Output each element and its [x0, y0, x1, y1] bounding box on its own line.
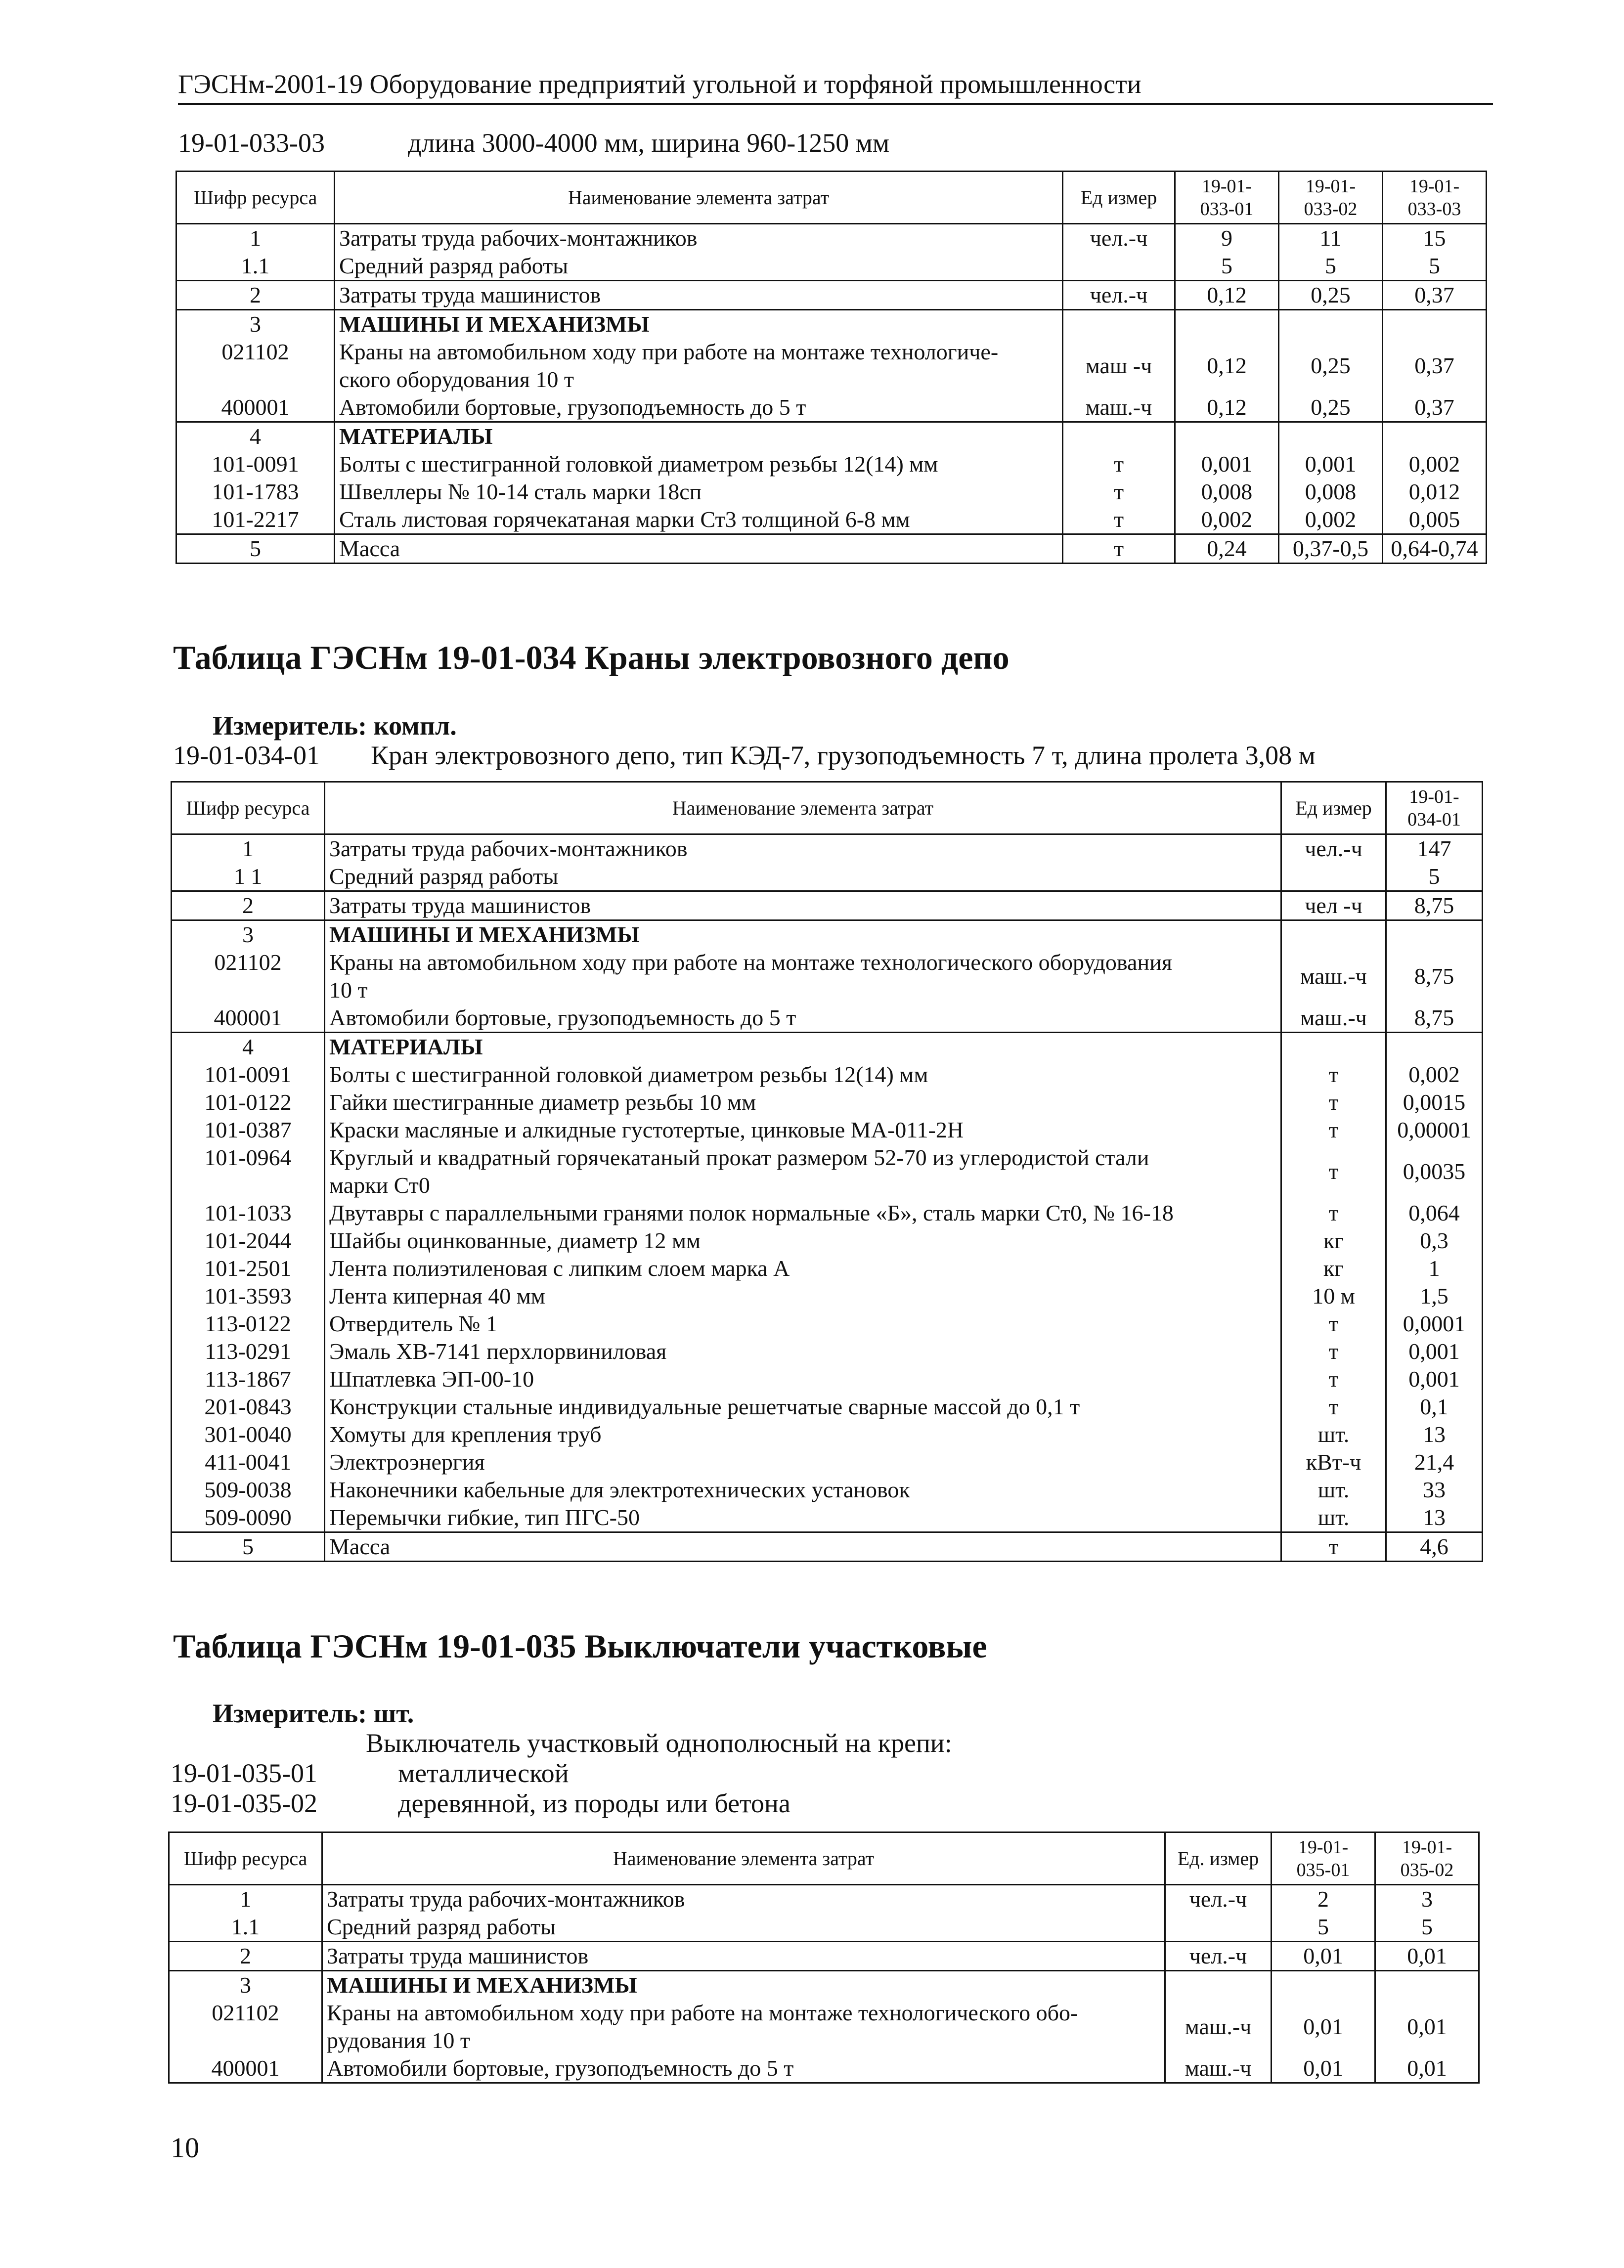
column-header: Наименование элемента затрат [325, 782, 1281, 834]
norm-value-cell [1386, 920, 1483, 949]
norm-value-cell: 0,0001 [1386, 1310, 1483, 1338]
table-row [172, 1365, 1483, 1393]
resource-code-cell: 101-0091 [176, 450, 335, 478]
norm-value-cell: 5 [1279, 252, 1383, 281]
unit-cell: 10 м [1281, 1282, 1386, 1310]
norm-value-cell: 0,01 [1272, 1999, 1375, 2054]
table-row [176, 478, 1487, 506]
unit-cell: т [1063, 478, 1175, 506]
norm-value-cell: 0,001 [1175, 450, 1279, 478]
norm-value-cell: 0,25 [1279, 281, 1383, 310]
norm-value-cell: 0,0015 [1386, 1089, 1483, 1116]
measure-034: Измеритель: компл. [213, 711, 457, 741]
resource-code-cell: 201-0843 [172, 1393, 325, 1421]
norm-value-cell: 0,0035 [1386, 1144, 1483, 1199]
table-19-01-035 [168, 1832, 1480, 2084]
resource-code-cell: 101-0091 [172, 1061, 325, 1089]
norm-value-cell: 0,005 [1383, 506, 1487, 534]
norm-value-cell: 0,37 [1383, 281, 1487, 310]
table-row [176, 252, 1487, 281]
cost-element-name-cell: Масса [325, 1532, 1281, 1562]
subitem-text: Кран электровозного депо, тип КЭД-7, грузоподъемность 7 т, длина пролета 3,08 м [371, 741, 1316, 770]
table-row [169, 1885, 1479, 1914]
resource-code-cell: 3 [176, 310, 335, 339]
unit-cell: шт. [1281, 1476, 1386, 1504]
cost-element-name-cell: Хомуты для крепления труб [325, 1421, 1281, 1448]
resource-code-cell: 400001 [172, 1004, 325, 1033]
table-row [172, 920, 1483, 949]
unit-cell [1281, 920, 1386, 949]
norm-value-cell [1175, 310, 1279, 339]
norm-value-cell [1279, 310, 1383, 339]
norm-value-cell: 2 [1272, 1885, 1375, 1914]
cost-element-name-cell: Затраты труда рабочих-монтажников [325, 834, 1281, 863]
resource-code-cell: 021102 [169, 1999, 322, 2054]
norm-value-cell [1383, 310, 1487, 339]
header-row [176, 172, 1487, 224]
norm-value-cell: 15 [1383, 224, 1487, 253]
table-row [172, 1089, 1483, 1116]
resource-code-cell: 101-0964 [172, 1144, 325, 1199]
cost-element-name-cell: Средний разряд работы [322, 1913, 1165, 1942]
cost-element-name-cell: МАТЕРИАЛЫ [325, 1033, 1281, 1061]
table-row [169, 1913, 1479, 1942]
norm-value-cell: 5 [1383, 252, 1487, 281]
header-row [172, 782, 1483, 834]
norm-value-cell [1279, 422, 1383, 451]
cost-element-name-cell: Автомобили бортовые, грузоподъемность до 5 т [322, 2054, 1165, 2083]
table-row [172, 834, 1483, 863]
norm-value-cell: 4,6 [1386, 1532, 1483, 1562]
table-row [172, 1255, 1483, 1282]
resource-code-cell: 113-1867 [172, 1365, 325, 1393]
cost-element-name-cell: Краны на автомобильном ходу при работе на монтаже технологического обо- рудования 10 т [322, 1999, 1165, 2054]
cost-element-name-cell: Средний разряд работы [335, 252, 1063, 281]
norm-value-cell: 1,5 [1386, 1282, 1483, 1310]
unit-cell [1165, 1971, 1272, 2000]
table-row [169, 1971, 1479, 2000]
cost-element-name-cell: Болты с шестигранной головкой диаметром резьбы 12(14) мм [325, 1061, 1281, 1089]
unit-cell: чел.-ч [1063, 281, 1175, 310]
subitem-text: длина 3000-4000 мм, ширина 960-1250 мм [408, 128, 890, 158]
subitem-text: металлической [398, 1758, 569, 1788]
cost-element-name-cell: Болты с шестигранной головкой диаметром резьбы 12(14) мм [335, 450, 1063, 478]
cost-element-name-cell: Эмаль ХВ-7141 перхлорвиниловая [325, 1338, 1281, 1365]
resource-code-cell: 509-0090 [172, 1504, 325, 1532]
cost-element-name-cell: Отвердитель № 1 [325, 1310, 1281, 1338]
unit-cell: маш -ч [1063, 338, 1175, 393]
resource-code-cell: 1 1 [172, 863, 325, 891]
resource-code-cell: 1 [169, 1885, 322, 1914]
table-row [176, 506, 1487, 534]
column-header: Ед измер [1063, 172, 1175, 224]
column-header: 19-01- 035-02 [1375, 1832, 1479, 1885]
table-row [176, 393, 1487, 422]
norm-value-cell: 9 [1175, 224, 1279, 253]
unit-cell: т [1281, 1116, 1386, 1144]
norm-value-cell: 0,001 [1279, 450, 1383, 478]
unit-cell [1165, 1913, 1272, 1942]
subitem-code: 19-01-034-01 [173, 741, 320, 770]
unit-cell: кг [1281, 1227, 1386, 1255]
unit-cell: т [1281, 1532, 1386, 1562]
norm-value-cell: 0,12 [1175, 281, 1279, 310]
unit-cell [1281, 1033, 1386, 1061]
subitem-line-035-01 [171, 1758, 569, 1788]
resource-code-cell: 400001 [169, 2054, 322, 2083]
norm-value-cell: 3 [1375, 1885, 1479, 1914]
table-title-035: Таблица ГЭСНм 19-01-035 Выключатели участковые [173, 1627, 987, 1665]
table-row [172, 1310, 1483, 1338]
norm-value-cell: 0,12 [1175, 338, 1279, 393]
norm-value-cell: 0,12 [1175, 393, 1279, 422]
cost-element-name-cell: Электроэнергия [325, 1448, 1281, 1476]
norm-value-cell: 1 [1386, 1255, 1483, 1282]
unit-cell: кВт-ч [1281, 1448, 1386, 1476]
resource-code-cell: 101-1783 [176, 478, 335, 506]
cost-element-name-cell: Краски масляные и алкидные густотертые, цинковые МА-011-2Н [325, 1116, 1281, 1144]
norm-value-cell: 0,012 [1383, 478, 1487, 506]
table-row [169, 1942, 1479, 1971]
table-row [176, 534, 1487, 564]
norm-value-cell: 5 [1175, 252, 1279, 281]
subitem-line-033-03 [178, 128, 889, 158]
table-row [176, 422, 1487, 451]
unit-cell: маш.-ч [1281, 1004, 1386, 1033]
resource-code-cell: 411-0041 [172, 1448, 325, 1476]
cost-element-name-cell: Конструкции стальные индивидуальные решетчатые сварные массой до 0,1 т [325, 1393, 1281, 1421]
unit-cell: маш.-ч [1063, 393, 1175, 422]
subitem-line-035-02 [171, 1788, 790, 1819]
norm-value-cell: 33 [1386, 1476, 1483, 1504]
resource-code-cell: 5 [172, 1532, 325, 1562]
cost-element-name-cell: Шайбы оцинкованные, диаметр 12 мм [325, 1227, 1281, 1255]
column-header: 19-01- 033-01 [1175, 172, 1279, 224]
table-row [172, 1282, 1483, 1310]
unit-cell: шт. [1281, 1504, 1386, 1532]
table-row [172, 1532, 1483, 1562]
table-row [176, 310, 1487, 339]
norm-value-cell: 0,002 [1175, 506, 1279, 534]
unit-cell: чел -ч [1281, 891, 1386, 920]
cost-element-name-cell: Перемычки гибкие, тип ПГС-50 [325, 1504, 1281, 1532]
table-row [172, 863, 1483, 891]
cost-element-name-cell: МАШИНЫ И МЕХАНИЗМЫ [325, 920, 1281, 949]
norm-value-cell: 8,75 [1386, 891, 1483, 920]
cost-element-name-cell: МАШИНЫ И МЕХАНИЗМЫ [322, 1971, 1165, 2000]
norm-value-cell: 0,01 [1272, 2054, 1375, 2083]
resource-code-cell: 2 [169, 1942, 322, 1971]
norm-value-cell: 8,75 [1386, 949, 1483, 1004]
unit-cell: маш.-ч [1165, 1999, 1272, 2054]
cost-element-name-cell: Наконечники кабельные для электротехнических установок [325, 1476, 1281, 1504]
measure-035: Измеритель: шт. [213, 1699, 414, 1728]
cost-element-name-cell: Лента полиэтиленовая с липким слоем марка А [325, 1255, 1281, 1282]
norm-value-cell: 0,01 [1272, 1942, 1375, 1971]
cost-element-name-cell: Краны на автомобильном ходу при работе на монтаже технологического оборудования 10 т [325, 949, 1281, 1004]
norm-value-cell: 0,3 [1386, 1227, 1483, 1255]
column-header: Наименование элемента затрат [335, 172, 1063, 224]
cost-element-name-cell: Краны на автомобильном ходу при работе на монтаже технологиче- ского оборудования 10 т [335, 338, 1063, 393]
norm-value-cell [1383, 422, 1487, 451]
table-19-01-033 [176, 171, 1487, 564]
norm-value-cell: 0,01 [1375, 1942, 1479, 1971]
cost-element-name-cell: Автомобили бортовые, грузоподъемность до 5 т [335, 393, 1063, 422]
norm-value-cell [1386, 1033, 1483, 1061]
resource-code-cell: 1 [172, 834, 325, 863]
subitem-intro: Выключатель участковый однополюсный на крепи: [366, 1728, 952, 1758]
unit-cell [1063, 310, 1175, 339]
unit-cell: кг [1281, 1255, 1386, 1282]
cost-element-name-cell: Масса [335, 534, 1063, 564]
norm-value-cell: 0,1 [1386, 1393, 1483, 1421]
table-row [176, 338, 1487, 393]
norm-value-cell: 0,24 [1175, 534, 1279, 564]
cost-element-name-cell: Средний разряд работы [325, 863, 1281, 891]
unit-cell: чел.-ч [1281, 834, 1386, 863]
resource-code-cell: 3 [169, 1971, 322, 2000]
cost-element-name-cell: Круглый и квадратный горячекатаный прокат размером 52-70 из углеродистой стали марки Ст0 [325, 1144, 1281, 1199]
table-row [172, 1338, 1483, 1365]
cost-element-name-cell: МАШИНЫ И МЕХАНИЗМЫ [335, 310, 1063, 339]
subitem-code: 19-01-035-02 [171, 1788, 317, 1818]
unit-cell: т [1063, 506, 1175, 534]
table-row [172, 1227, 1483, 1255]
unit-cell: чел.-ч [1165, 1885, 1272, 1914]
table-row [172, 1393, 1483, 1421]
norm-value-cell: 0,25 [1279, 393, 1383, 422]
unit-cell: т [1281, 1310, 1386, 1338]
running-header: ГЭСНм-2001-19 Оборудование предприятий угольной и торфяной промышленности [178, 68, 1493, 105]
norm-value-cell [1375, 1971, 1479, 2000]
table-row [172, 1448, 1483, 1476]
column-header: Шифр ресурса [169, 1832, 322, 1885]
subitem-text: деревянной, из породы или бетона [398, 1788, 790, 1818]
column-header: Наименование элемента затрат [322, 1832, 1165, 1885]
resource-code-cell: 101-3593 [172, 1282, 325, 1310]
table-row [172, 1116, 1483, 1144]
unit-cell [1281, 863, 1386, 891]
table-row [172, 1504, 1483, 1532]
norm-value-cell: 147 [1386, 834, 1483, 863]
table-row [176, 281, 1487, 310]
resource-code-cell: 101-2501 [172, 1255, 325, 1282]
resource-code-cell: 2 [176, 281, 335, 310]
unit-cell [1063, 422, 1175, 451]
resource-code-cell: 2 [172, 891, 325, 920]
unit-cell: т [1281, 1338, 1386, 1365]
table-19-01-034 [171, 781, 1483, 1562]
resource-code-cell: 1 [176, 224, 335, 253]
unit-cell: т [1281, 1061, 1386, 1089]
norm-value-cell: 5 [1272, 1913, 1375, 1942]
unit-cell: маш.-ч [1165, 2054, 1272, 2083]
norm-value-cell: 5 [1386, 863, 1483, 891]
norm-value-cell [1272, 1971, 1375, 2000]
table-row [169, 1999, 1479, 2054]
unit-cell [1063, 252, 1175, 281]
table-row [172, 1421, 1483, 1448]
norm-value-cell: 0,008 [1175, 478, 1279, 506]
subitem-code: 19-01-033-03 [178, 128, 325, 158]
norm-value-cell: 13 [1386, 1421, 1483, 1448]
norm-value-cell: 0,37 [1383, 338, 1487, 393]
resource-code-cell: 4 [176, 422, 335, 451]
cost-element-name-cell: Затраты труда машинистов [325, 891, 1281, 920]
cost-element-name-cell: Затраты труда рабочих-монтажников [322, 1885, 1165, 1914]
unit-cell: шт. [1281, 1421, 1386, 1448]
norm-value-cell: 8,75 [1386, 1004, 1483, 1033]
unit-cell: т [1063, 534, 1175, 564]
norm-value-cell: 0,001 [1386, 1338, 1483, 1365]
table-row [172, 891, 1483, 920]
unit-cell: т [1281, 1365, 1386, 1393]
page-number: 10 [171, 2132, 199, 2164]
unit-cell: т [1281, 1144, 1386, 1199]
norm-value-cell: 0,002 [1386, 1061, 1483, 1089]
resource-code-cell: 101-1033 [172, 1199, 325, 1227]
unit-cell: чел.-ч [1063, 224, 1175, 253]
norm-value-cell: 0,002 [1279, 506, 1383, 534]
norm-value-cell: 0,064 [1386, 1199, 1483, 1227]
resource-code-cell: 101-2217 [176, 506, 335, 534]
norm-value-cell: 21,4 [1386, 1448, 1483, 1476]
resource-code-cell: 101-0122 [172, 1089, 325, 1116]
norm-value-cell: 0,25 [1279, 338, 1383, 393]
column-header: 19-01- 033-02 [1279, 172, 1383, 224]
table-row [172, 1004, 1483, 1033]
table-row [176, 450, 1487, 478]
norm-value-cell [1175, 422, 1279, 451]
resource-code-cell: 113-0122 [172, 1310, 325, 1338]
cost-element-name-cell: Лента киперная 40 мм [325, 1282, 1281, 1310]
resource-code-cell: 021102 [172, 949, 325, 1004]
cost-element-name-cell: Сталь листовая горячекатаная марки Ст3 толщиной 6-8 мм [335, 506, 1063, 534]
resource-code-cell: 1.1 [176, 252, 335, 281]
unit-cell: т [1281, 1089, 1386, 1116]
norm-value-cell: 0,01 [1375, 1999, 1479, 2054]
resource-code-cell: 1.1 [169, 1913, 322, 1942]
table-row [172, 1061, 1483, 1089]
cost-element-name-cell: Затраты труда машинистов [335, 281, 1063, 310]
norm-value-cell: 0,37-0,5 [1279, 534, 1383, 564]
table-row [172, 949, 1483, 1004]
cost-element-name-cell: Затраты труда машинистов [322, 1942, 1165, 1971]
table-title-034: Таблица ГЭСНм 19-01-034 Краны электровозного депо [173, 639, 1010, 676]
norm-value-cell: 0,002 [1383, 450, 1487, 478]
unit-cell: т [1281, 1393, 1386, 1421]
resource-code-cell: 101-2044 [172, 1227, 325, 1255]
subitem-line-034-01 [173, 740, 1316, 771]
resource-code-cell: 400001 [176, 393, 335, 422]
cost-element-name-cell: МАТЕРИАЛЫ [335, 422, 1063, 451]
resource-code-cell: 021102 [176, 338, 335, 393]
column-header: Шифр ресурса [172, 782, 325, 834]
cost-element-name-cell: Двутавры с параллельными гранями полок нормальные «Б», сталь марки Ст0, № 16-18 [325, 1199, 1281, 1227]
resource-code-cell: 113-0291 [172, 1338, 325, 1365]
header-row [169, 1832, 1479, 1885]
cost-element-name-cell: Шпатлевка ЭП-00-10 [325, 1365, 1281, 1393]
table-row [172, 1033, 1483, 1061]
norm-value-cell: 0,00001 [1386, 1116, 1483, 1144]
column-header: 19-01- 033-03 [1383, 172, 1487, 224]
column-header: 19-01- 035-01 [1272, 1832, 1375, 1885]
resource-code-cell: 301-0040 [172, 1421, 325, 1448]
cost-element-name-cell: Гайки шестигранные диаметр резьбы 10 мм [325, 1089, 1281, 1116]
subitem-code: 19-01-035-01 [171, 1758, 317, 1788]
norm-value-cell: 0,64-0,74 [1383, 534, 1487, 564]
resource-code-cell: 509-0038 [172, 1476, 325, 1504]
unit-cell: т [1063, 450, 1175, 478]
unit-cell: т [1281, 1199, 1386, 1227]
table-row [172, 1144, 1483, 1199]
column-header: Шифр ресурса [176, 172, 335, 224]
norm-value-cell: 11 [1279, 224, 1383, 253]
unit-cell: чел.-ч [1165, 1942, 1272, 1971]
table-row [176, 224, 1487, 253]
cost-element-name-cell: Швеллеры № 10-14 сталь марки 18сп [335, 478, 1063, 506]
table-row [172, 1476, 1483, 1504]
column-header: Ед. измер [1165, 1832, 1272, 1885]
table-row [169, 2054, 1479, 2083]
norm-value-cell: 0,001 [1386, 1365, 1483, 1393]
resource-code-cell: 5 [176, 534, 335, 564]
norm-value-cell: 0,01 [1375, 2054, 1479, 2083]
norm-value-cell: 0,37 [1383, 393, 1487, 422]
cost-element-name-cell: Затраты труда рабочих-монтажников [335, 224, 1063, 253]
norm-value-cell: 13 [1386, 1504, 1483, 1532]
resource-code-cell: 4 [172, 1033, 325, 1061]
norm-value-cell: 5 [1375, 1913, 1479, 1942]
column-header: Ед измер [1281, 782, 1386, 834]
resource-code-cell: 101-0387 [172, 1116, 325, 1144]
norm-value-cell: 0,008 [1279, 478, 1383, 506]
table-row [172, 1199, 1483, 1227]
unit-cell: маш.-ч [1281, 949, 1386, 1004]
cost-element-name-cell: Автомобили бортовые, грузоподъемность до 5 т [325, 1004, 1281, 1033]
column-header: 19-01- 034-01 [1386, 782, 1483, 834]
resource-code-cell: 3 [172, 920, 325, 949]
